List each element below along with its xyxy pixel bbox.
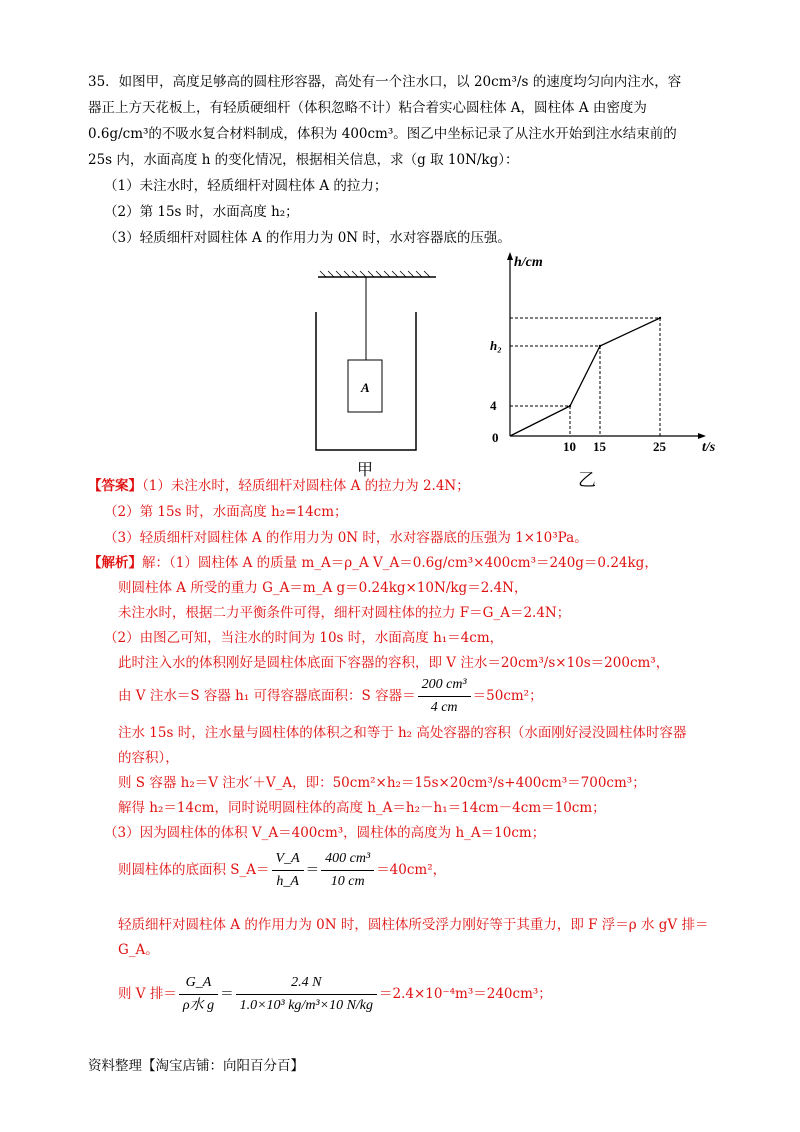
x-tick-10: 10 (563, 439, 576, 454)
answer-line-3: （3）轻质细杆对圆柱体 A 的作用力为 0N 时，水对容器底的压强为 1×10³Pa。 (104, 530, 588, 546)
x-axis-arrow (698, 433, 706, 439)
answer-line-1: 【答案】（1）未注水时，轻质细杆对圆柱体 A 的拉力为 2.4N； (88, 478, 470, 494)
analysis-line-9: 则 S 容器 h₂＝V 注水′＋V_A，即：50cm²×h₂＝15s×20cm³/s+400cm³＝700cm³； (118, 775, 646, 791)
analysis-line-6: 由 V 注水＝S 容器 h₁ 可得容器底面积：S 容器＝ $\frac{\text{200 cm³}}{4 cm}$ ＝50cm²； (118, 677, 543, 715)
y-tick-h2: h₂ (490, 338, 502, 353)
fraction-numeric: $\frac{2.4 N}{\text{1.0×10³ kg/m³×10 N/kg}}$ (236, 974, 377, 1015)
question-line-2: 器正上方天花板上，有轻质硬细杆（体积忽略不计）粘合着实心圆柱体 A，圆柱体 A 由密度为 (88, 100, 647, 116)
origin-label: 0 (492, 430, 499, 445)
fraction-container-area: $\frac{\text{200 cm³}}{4 cm}$ (418, 676, 471, 717)
fraction-va-ha: $\frac{V\_A}{h\_A}$ (272, 850, 304, 891)
figure-yi-caption: 乙 (578, 470, 596, 490)
fraction-400-10: $\frac{\text{400 cm³}}{10 cm}$ (321, 850, 374, 891)
question-line-4: 25s 内，水面高度 h 的变化情况，根据相关信息，求（g 取 10N/kg）： (88, 152, 519, 168)
x-axis-label: t/s (702, 440, 716, 455)
data-point-3 (659, 317, 661, 319)
x-tick-25: 25 (653, 439, 666, 454)
analysis-line-11: （3）因为圆柱体的体积 V_A＝400cm³，圆柱体的高度为 h_A＝10cm； (104, 825, 546, 841)
series-line (510, 318, 660, 436)
analysis-line-13: 轻质细杆对圆柱体 A 的作用力为 0N 时，圆柱体所受浮力刚好等于其重力，即 F 浮＝ρ 水 gV 排＝ (118, 917, 709, 933)
y-axis-label: h/cm (514, 255, 543, 270)
data-point-1 (569, 405, 571, 407)
figure-yi-graph (470, 250, 716, 490)
figure-jia (300, 268, 450, 478)
analysis-line-10: 解得 h₂＝14cm，同时说明圆柱体的高度 h_A＝h₂－h₁＝14cm－4cm＝10cm； (118, 800, 606, 816)
figure-jia-caption: 甲 (357, 462, 374, 479)
analysis-line-4: （2）由图乙可知，当注水的时间为 10s 时，水面高度 h₁＝4cm， (104, 630, 504, 646)
analysis-line-3: 未注水时，根据二力平衡条件可得，细杆对圆柱体的拉力 F＝G_A＝2.4N； (118, 605, 571, 621)
x-tick-15: 15 (593, 439, 606, 454)
sub-question-2: （2）第 15s 时，水面高度 h₂； (104, 204, 299, 220)
analysis-line-5: 此时注入水的体积刚好是圆柱体底面下容器的容积，即 V 注水＝20cm³/s×10s＝200cm³， (118, 655, 670, 671)
analysis-line-2: 则圆柱体 A 所受的重力 G_A＝m_A g＝0.24kg×10N/kg＝2.4N， (118, 580, 528, 596)
cylinder-a-label: A (361, 380, 370, 395)
answer-line-2: （2）第 15s 时，水面高度 h₂=14cm； (104, 504, 348, 520)
analysis-line-8: 的容积）， (118, 750, 179, 766)
analysis-line-1: 【解析】解：（1）圆柱体 A 的质量 m_A＝ρ_A V_A＝0.6g/cm³×400cm³＝240g＝0.24kg， (88, 555, 658, 571)
footer-text: 资料整理【淘宝店铺：向阳百分百】 (88, 1058, 304, 1074)
analysis-tag: 【解析】 (88, 555, 142, 571)
analysis-line-14: G_A。 (118, 942, 159, 958)
data-point-2 (599, 345, 601, 347)
question-line-1: 35．如图甲，高度足够高的圆柱形容器，高处有一个注水口，以 20cm³/s 的速度均匀向内注水，容 (88, 74, 682, 90)
fraction-ga-rho-g: $\frac{G\_A}{\text{ρ水 g}}$ (179, 974, 218, 1015)
sub-question-1: （1）未注水时，轻质细杆对圆柱体 A 的拉力； (104, 178, 388, 194)
sub-question-3: （3）轻质细杆对圆柱体 A 的作用力为 0N 时，水对容器底的压强。 (104, 230, 511, 246)
analysis-line-15: 则 V 排＝ $\frac{G\_A}{\text{ρ水 g}}$ ＝ $\frac{2.4 N}{\text{1.0×10³ kg/m³×10 N/kg}}$ ＝2.4×10⁻⁴m³＝240cm³； (118, 975, 552, 1013)
y-axis-arrow (507, 252, 513, 260)
analysis-line-7: 注水 15s 时，注水量与圆柱体的体积之和等于 h₂ 高处容器的容积（水面刚好浸没圆柱体时容器 (118, 725, 687, 741)
y-tick-4: 4 (490, 398, 497, 413)
analysis-line-12: 则圆柱体的底面积 S_A＝ $\frac{V\_A}{h\_A}$ ＝ $\frac{\text{400 cm³}}{10 cm}$ ＝40cm²， (118, 851, 447, 889)
question-line-3: 0.6g/cm³的不吸水复合材料制成，体积为 400cm³。图乙中坐标记录了从注水开始到注水结束前的 (88, 126, 677, 142)
answer-tag: 【答案】 (88, 478, 142, 494)
